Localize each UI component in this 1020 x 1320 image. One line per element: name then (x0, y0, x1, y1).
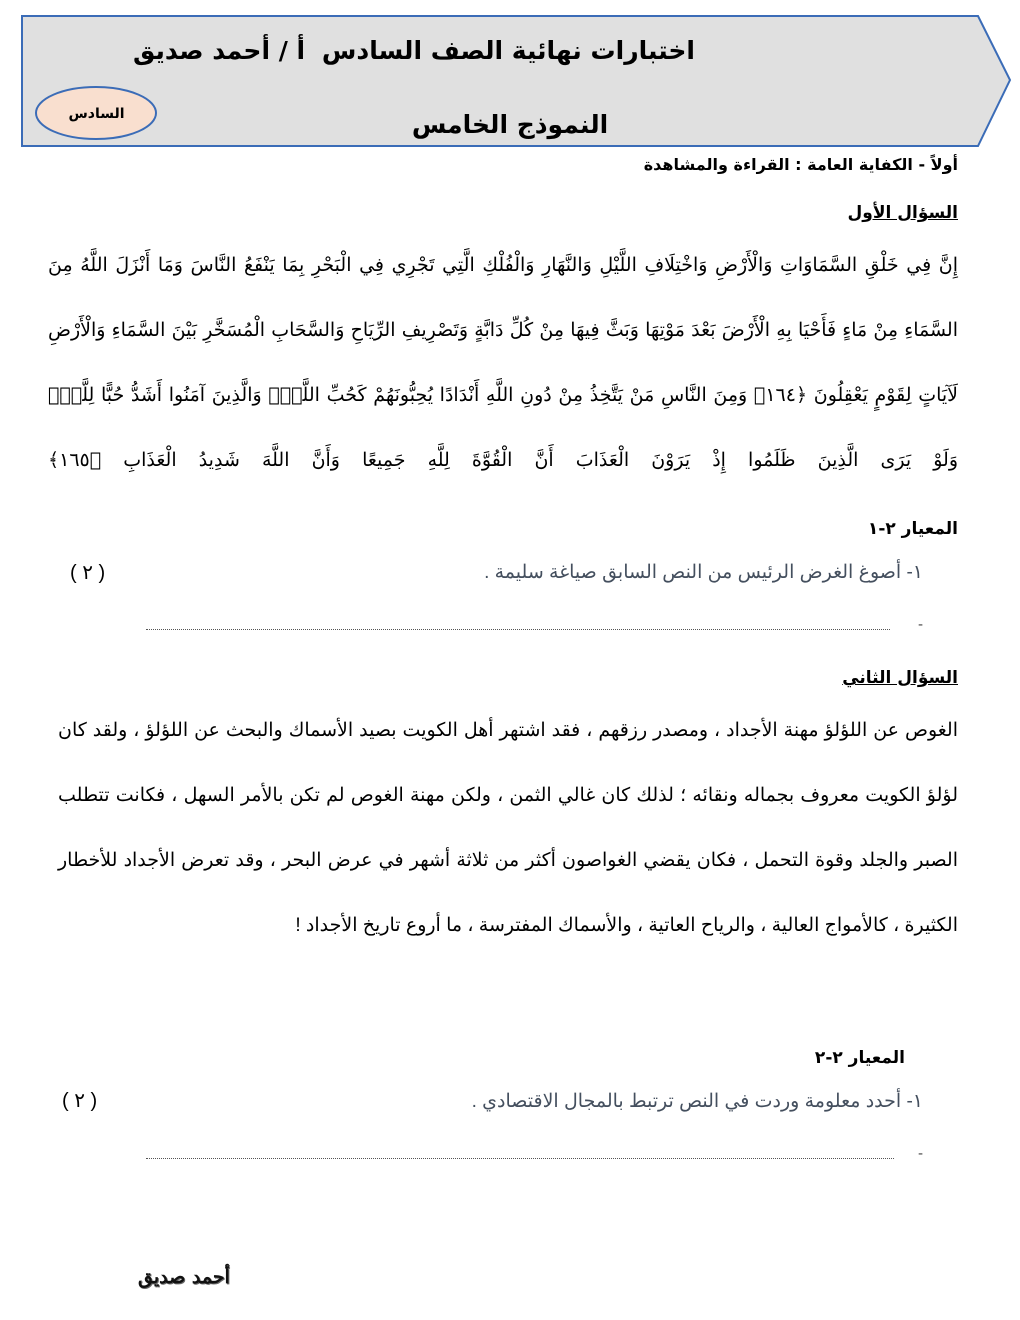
question-2-text: ١- أحدد معلومة وردت في النص ترتبط بالمجال الاقتصادي . (471, 1091, 923, 1112)
question-2-marks: ( ٢ ) (62, 1090, 98, 1112)
question-1-marks: ( ٢ ) (70, 562, 106, 584)
section-title: أولاً - الكفاية العامة : القراءة والمشاهدة (643, 155, 958, 174)
question-1-heading: السؤال الأول (847, 203, 958, 223)
reading-passage: الغوص عن اللؤلؤ مهنة الأجداد ، ومصدر رزقهم ، فقد اشتهر أهل الكويت بصيد الأسماك والبحث عن اللؤلؤ ، ولقد كان لؤلؤ الكويت معروف بجماله ونقائه ؛ لذلك كان غالي الثمن ، ولكن مهنة الغوص لم تكن بالأمر السهل ، فكانت تتطلب الصبر والجلد وقوة التحمل ، فكان يقضي الغواصون أكثر من ثلاثة أشهر في عرض البحر ، وقد تعرض الأجداد للأخطار الكثيرة ، كالأمواج العالية ، والرياح العاتية ، والأسماك المفترسة ، ما أروع تاريخ الأجداد ! (58, 720, 958, 936)
answer-1-dash: - (918, 617, 924, 633)
question-2-heading: السؤال الثاني (842, 668, 958, 688)
teacher-name: أ / أحمد صديق (133, 36, 306, 65)
question-1-text: ١- أصوغ الغرض الرئيس من النص السابق صياغة سليمة . (484, 562, 923, 583)
grade-badge: السادس (68, 106, 125, 122)
criterion-2: المعيار ٢-٢ (814, 1048, 905, 1068)
model-title: النموذج الخامس (411, 110, 609, 139)
answer-line-1[interactable] (146, 629, 890, 630)
answer-2-dash: - (918, 1146, 924, 1162)
criterion-1: المعيار ٢-١ (867, 519, 958, 539)
quran-verse: إِنَّ فِي خَلْقِ السَّمَاوَاتِ وَالْأَرْضِ وَاخْتِلَافِ اللَّيْلِ وَالنَّهَارِ وَالْفُلْكِ الَّتِي تَجْرِي فِي الْبَحْرِ بِمَا يَنْفَعُ النَّاسَ وَمَا أَنْزَلَ اللَّهُ مِنَ السَّمَاءِ مِنْ مَاءٍ فَأَحْيَا بِهِ الْأَرْضَ بَعْدَ مَوْتِهَا وَبَثَّ فِيهَا مِنْ كُلِّ دَابَّةٍ وَتَصْرِيفِ الرِّيَاحِ وَالسَّحَابِ الْمُسَخَّرِ بَيْنَ السَّمَاءِ وَالْأَرْضِ لَآيَاتٍ لِقَوْمٍ يَعْقِلُونَ ﴿١٦٤﴾ وَمِنَ النَّاسِ مَنْ يَتَّخِذُ مِنْ دُونِ اللَّهِ أَنْدَادًا يُحِبُّونَهُمْ كَحُبِّ اللَّهِۖ وَالَّذِينَ آمَنُوا أَشَدُّ حُبًّا لِلَّهِۗ وَلَوْ يَرَى الَّذِينَ ظَلَمُوا إِذْ يَرَوْنَ الْعَذَابَ أَنَّ الْقُوَّةَ لِلَّهِ جَمِيعًا وَأَنَّ اللَّهَ شَدِيدُ الْعَذَابِ ﴿١٦٥﴾ (48, 254, 958, 471)
signature: أحمد صديق (138, 1266, 230, 1288)
exam-title: اختبارات نهائية الصف السادس (321, 36, 695, 65)
answer-line-2[interactable] (146, 1158, 894, 1159)
